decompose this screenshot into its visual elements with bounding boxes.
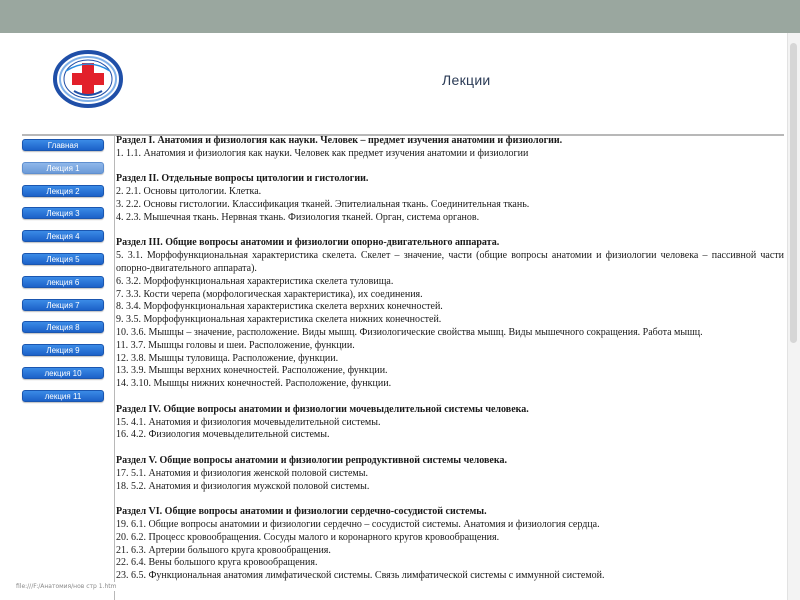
section-title: Раздел III. Общие вопросы анатомии и физиологии опорно-двигательного аппарата. xyxy=(116,237,500,249)
page-viewport xyxy=(0,33,800,600)
lecture-item: 15. 4.1. Анатомия и физиология мочевыделительной системы. xyxy=(116,416,381,428)
lecture-item: 18. 5.2. Анатомия и физиология мужской половой системы. xyxy=(116,480,370,492)
logo-emblem-icon xyxy=(52,49,124,109)
section-title: Раздел VI. Общие вопросы анатомии и физиологии сердечно-сосудистой системы. xyxy=(116,506,487,518)
lecture-item: 4. 2.3. Мышечная ткань. Нервная ткань. Физиология тканей. Орган, система органов. xyxy=(116,211,480,223)
nav-button-lecture-10[interactable]: лекция 10 xyxy=(22,367,104,379)
nav-button-lecture-5[interactable]: Лекция 5 xyxy=(22,253,104,265)
page-title: Лекции xyxy=(442,72,491,88)
lecture-item: 22. 6.4. Вены большого круга кровообращения. xyxy=(116,557,318,569)
lecture-item: 21. 6.3. Артерии большого круга кровообращения. xyxy=(116,544,331,556)
nav-button-lecture-9[interactable]: Лекция 9 xyxy=(22,344,104,356)
status-bar-url: file:///F:/Анатомия/нов стр 1.htm xyxy=(16,583,117,590)
lecture-item: 1. 1.1. Анатомия и физиология как науки. Человек как предмет изучения анатомии и физиологии xyxy=(116,147,529,159)
lecture-item: 14. 3.10. Мышцы нижних конечностей. Расположение, функции. xyxy=(116,378,392,390)
lecture-item: 19. 6.1. Общие вопросы анатомии и физиологии сердечно – сосудистой системы. Анатомия и физиология сердца. xyxy=(116,518,600,530)
lecture-item: 12. 3.8. Мышцы туловища. Расположение, функции. xyxy=(116,352,339,364)
content-divider xyxy=(114,134,115,600)
scrollbar-thumb[interactable] xyxy=(790,43,797,343)
section-title: Раздел V. Общие вопросы анатомии и физиологии репродуктивной системы человека. xyxy=(116,454,507,466)
lecture-item: 8. 3.4. Морфофункциональная характеристика скелета верхних конечностей. xyxy=(116,301,443,313)
medical-college-logo xyxy=(52,49,124,109)
lecture-item: 9. 3.5. Морфофункциональная характеристика скелета нижних конечностей. xyxy=(116,314,442,326)
lecture-item: 7. 3.3. Кости черепа (морфологическая характеристика), их соединения. xyxy=(116,288,423,300)
section-title: Раздел II. Отдельные вопросы цитологии и гистологии. xyxy=(116,173,369,185)
lecture-item: 6. 3.2. Морфофункциональная характеристика скелета туловища. xyxy=(116,275,394,287)
nav-button-home[interactable]: Главная xyxy=(22,139,104,151)
lecture-item: 11. 3.7. Мышцы головы и шеи. Расположение, функции. xyxy=(116,339,355,351)
nav-button-lecture-7[interactable]: Лекция 7 xyxy=(22,299,104,311)
lecture-item: 20. 6.2. Процесс кровообращения. Сосуды малого и коронарного кругов кровообращения. xyxy=(116,531,500,543)
nav-button-lecture-4[interactable]: Лекция 4 xyxy=(22,230,104,242)
nav-button-lecture-6[interactable]: лекция 6 xyxy=(22,276,104,288)
browser-top-bar xyxy=(0,0,800,33)
nav-button-lecture-1[interactable]: Лекция 1 xyxy=(22,162,104,174)
lecture-item: 23. 6.5. Функциональная анатомия лимфатической системы. Связь лимфатической системы с иммунной системой. xyxy=(116,570,605,582)
lecture-content xyxy=(116,135,784,583)
section-title: Раздел I. Анатомия и физиология как науки. Человек – предмет изучения анатомии и физиологии. xyxy=(116,135,563,146)
nav-button-lecture-8[interactable]: Лекция 8 xyxy=(22,321,104,333)
lecture-item: 10. 3.6. Мышцы – значение, расположение. Виды мышц. Физиологические свойства мышц. Виды мышечного сокращения. Работа мышц. xyxy=(116,326,703,338)
lecture-item: 2. 2.1. Основы цитологии. Клетка. xyxy=(116,186,262,198)
lecture-item: 5. 3.1. Морфофункциональная характеристика скелета. Скелет – значение, части (общие вопросы анатомии и физиологии человека – пассивной части опорно-двигательного аппарата). xyxy=(116,250,784,274)
nav-button-lecture-11[interactable]: лекция 11 xyxy=(22,390,104,402)
lecture-item: 3. 2.2. Основы гистологии. Классификация тканей. Эпителиальная ткань. Соединительная ткань. xyxy=(116,198,530,210)
lecture-navigation xyxy=(22,139,104,413)
lecture-item: 13. 3.9. Мышцы верхних конечностей. Расположение, функции. xyxy=(116,365,388,377)
nav-button-lecture-2[interactable]: Лекция 2 xyxy=(22,185,104,197)
section-title: Раздел IV. Общие вопросы анатомии и физиологии мочевыделительной системы человека. xyxy=(116,403,529,415)
nav-button-lecture-3[interactable]: Лекция 3 xyxy=(22,207,104,219)
vertical-scrollbar[interactable] xyxy=(787,33,800,600)
lecture-item: 16. 4.2. Физиология мочевыделительной системы. xyxy=(116,429,330,441)
lecture-item: 17. 5.1. Анатомия и физиология женской половой системы. xyxy=(116,467,368,479)
